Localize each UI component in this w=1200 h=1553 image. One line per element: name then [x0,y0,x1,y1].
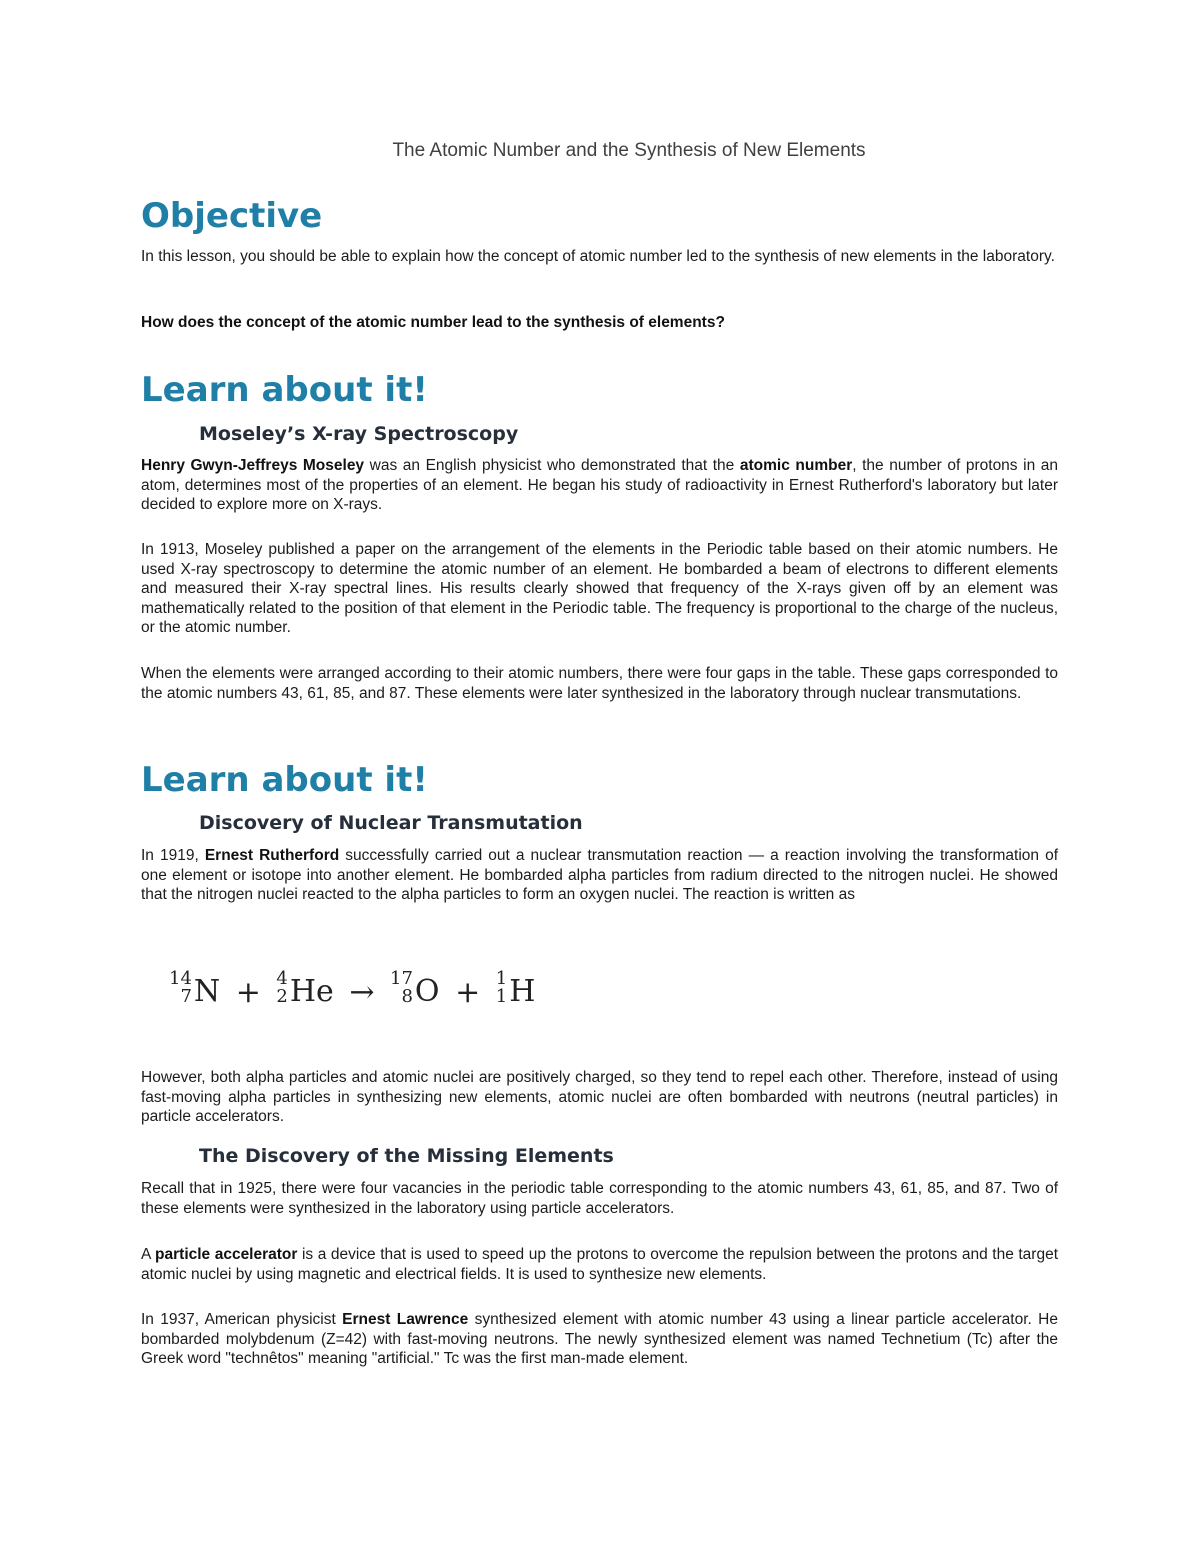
lawrence-name: Ernest Lawrence [342,1311,469,1328]
hydrogen-nuclide: 1 1 H [495,968,536,1009]
missing-elements-subheading: The Discovery of the Missing Elements [199,1145,614,1167]
moseley-subheading: Moseley’s X-ray Spectroscopy [199,423,519,445]
missing-elements-paragraph-1: Recall that in 1925, there were four vacancies in the periodic table corresponding to the atomic numbers 43, 61, 85, and 87. Two of these elements were synthesized in the laboratory using particle accelerators. [141,1180,1058,1217]
objective-heading: Objective [141,196,323,236]
oxygen-nuclide: 17 8 O [390,968,440,1009]
learn-about-it-heading-2: Learn about it! [141,760,428,800]
moseley-paragraph-2: In 1913, Moseley published a paper on the arrangement of the elements in the Periodic table based on their atomic numbers. He used X-ray spectroscopy to determine the atomic number of an element. He bombarded a beam of electrons to different elements and measured their X-ray spectral lines. His results clearly showed that frequency of the X-rays given off by an element was mathematically related to the position of that element in the Periodic table. The frequency is proportional to the charge of the nucleus, or the atomic number. [141,541,1058,636]
transmutation-paragraph-1: In 1919, Ernest Rutherford successfully carried out a nuclear transmutation reaction — a reaction involving the transformation of one element or isotope into another element. He bombarded alpha particles from radium directed to the nitrogen nuclei. He showed that the nitrogen nuclei reacted to the alpha particles to form an oxygen nuclei. The reaction is written as [141,847,1059,903]
plus-sign: + [455,974,481,1010]
objective-text: In this lesson, you should be able to explain how the concept of atomic number led to the synthesis of new elements in the laboratory. [141,248,1055,265]
reaction-arrow: → [349,974,375,1010]
missing-elements-paragraph-2: A particle accelerator is a device that is used to speed up the protons to overcome the repulsion between the protons and the target atomic nuclei by using magnetic and electrical fields. It is used to synthesize new elements. [141,1246,1058,1283]
moseley-name: Henry Gwyn-Jeffreys Moseley [141,457,365,474]
nuclear-reaction-equation [169,966,535,1022]
atomic-number-term: atomic number [739,457,853,474]
transmutation-paragraph-2: However, both alpha particles and atomic nuclei are positively charged, so they tend to repel each other. Therefore, instead of using fast-moving alpha particles in synthesizing new elements, atomic nuclei are often bombarded with neutrons (neutral particles) in particle accelerators. [141,1069,1058,1125]
nitrogen-nuclide: 14 7 N [169,968,221,1009]
document-title: The Atomic Number and the Synthesis of New Elements [392,140,866,161]
helium-nuclide: 4 2 He [276,968,334,1009]
particle-accelerator-term: particle accelerator [155,1246,298,1263]
plus-sign: + [235,974,261,1010]
learn-about-it-heading-1: Learn about it! [141,370,428,410]
moseley-paragraph-3: When the elements were arranged according to their atomic numbers, there were four gaps in the table. These gaps corresponded to the atomic numbers 43, 61, 85, and 87. These elements were later synthesized in the laboratory through nuclear transmutations. [141,665,1058,702]
guiding-question: How does the concept of the atomic number lead to the synthesis of elements? [141,314,725,331]
transmutation-subheading: Discovery of Nuclear Transmutation [199,812,583,834]
rutherford-name: Ernest Rutherford [204,847,340,864]
missing-elements-paragraph-3: In 1937, American physicist Ernest Lawrence synthesized element with atomic number 43 using a linear particle accelerator. He bombarded molybdenum (Z=42) with fast-moving neutrons. The newly synthesized element was named Technetium (Tc) after the Greek word "technêtos" meaning "artificial." Tc was the first man-made element. [141,1311,1058,1367]
moseley-paragraph-1: Henry Gwyn-Jeffreys Moseley was an English physicist who demonstrated that the atomic number, the number of protons in an atom, determines most of the properties of an element. He began his study of radioactivity in Ernest Rutherford's laboratory but later decided to explore more on X-rays. [141,457,1058,513]
